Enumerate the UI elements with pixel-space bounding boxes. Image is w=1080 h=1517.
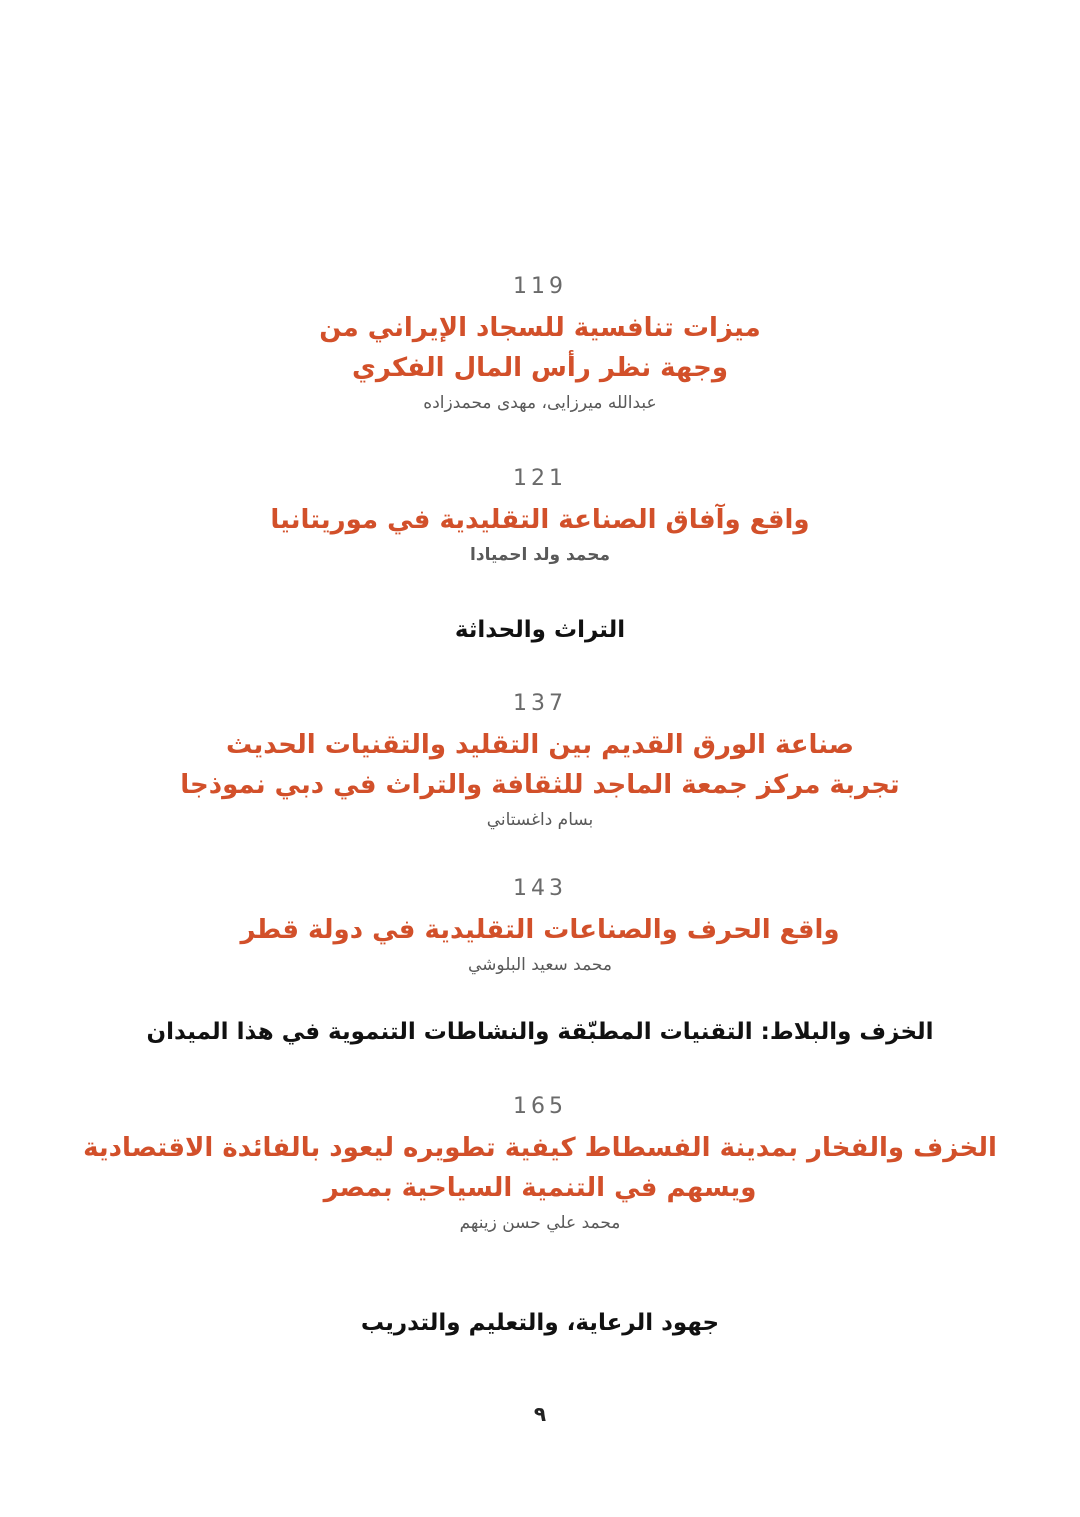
entry-author: عبدالله ميرزايى، مهدى محمدزاده [423,393,657,413]
page-number: 143 [513,876,567,901]
folio-number: ٩ [533,1402,547,1426]
entry-title-line: واقع الحرف والصناعات التقليدية في دولة قطر [240,915,840,945]
toc-entry [0,874,1080,978]
entry-title-line: صناعة الورق القديم بين التقليد والتقنيات الحديث [225,730,855,760]
toc-entry [0,464,1080,568]
entry-title-line: تجربة مركز جمعة الماجد للثقافة والتراث في دبي نموذجا [180,770,900,800]
toc-entry [0,272,1080,416]
entry-author: بسام داغستاني [486,810,594,830]
section-heading [0,614,1080,646]
entry-author: محمد سعيد البلوشي [468,955,612,975]
page-number: 165 [513,1094,567,1119]
entry-title-line: واقع وآفاق الصناعة التقليدية في موريتانيا [270,505,810,535]
entry-author: محمد ولد احميادا [470,545,610,565]
section-title: جهود الرعاية، والتعليم والتدريب [360,1310,720,1336]
section-title: التراث والحداثة [454,617,626,643]
entry-title-line: ميزات تنافسية للسجاد الإيراني من [319,313,761,343]
page-folio [0,1402,1080,1426]
entry-title-line: ويسهم في التنمية السياحية بمصر [323,1173,757,1203]
page-number: 121 [513,466,567,491]
toc-entry [0,689,1080,833]
section-title: الخزف والبلاط: التقنيات المطبّقة والنشاطات التنموية في هذا الميدان [146,1019,934,1045]
entry-title-line: وجهة نظر رأس المال الفكري [352,353,728,383]
section-heading [0,1307,1080,1339]
toc-entry [0,1092,1080,1236]
page-number: 137 [513,691,567,716]
entry-author: محمد علي حسن زينهم [459,1213,621,1233]
entry-title-line: الخزف والفخار بمدينة الفسطاط كيفية تطويره ليعود بالفائدة الاقتصادية [83,1133,997,1163]
page-number: 119 [513,274,567,299]
section-heading [0,1016,1080,1048]
